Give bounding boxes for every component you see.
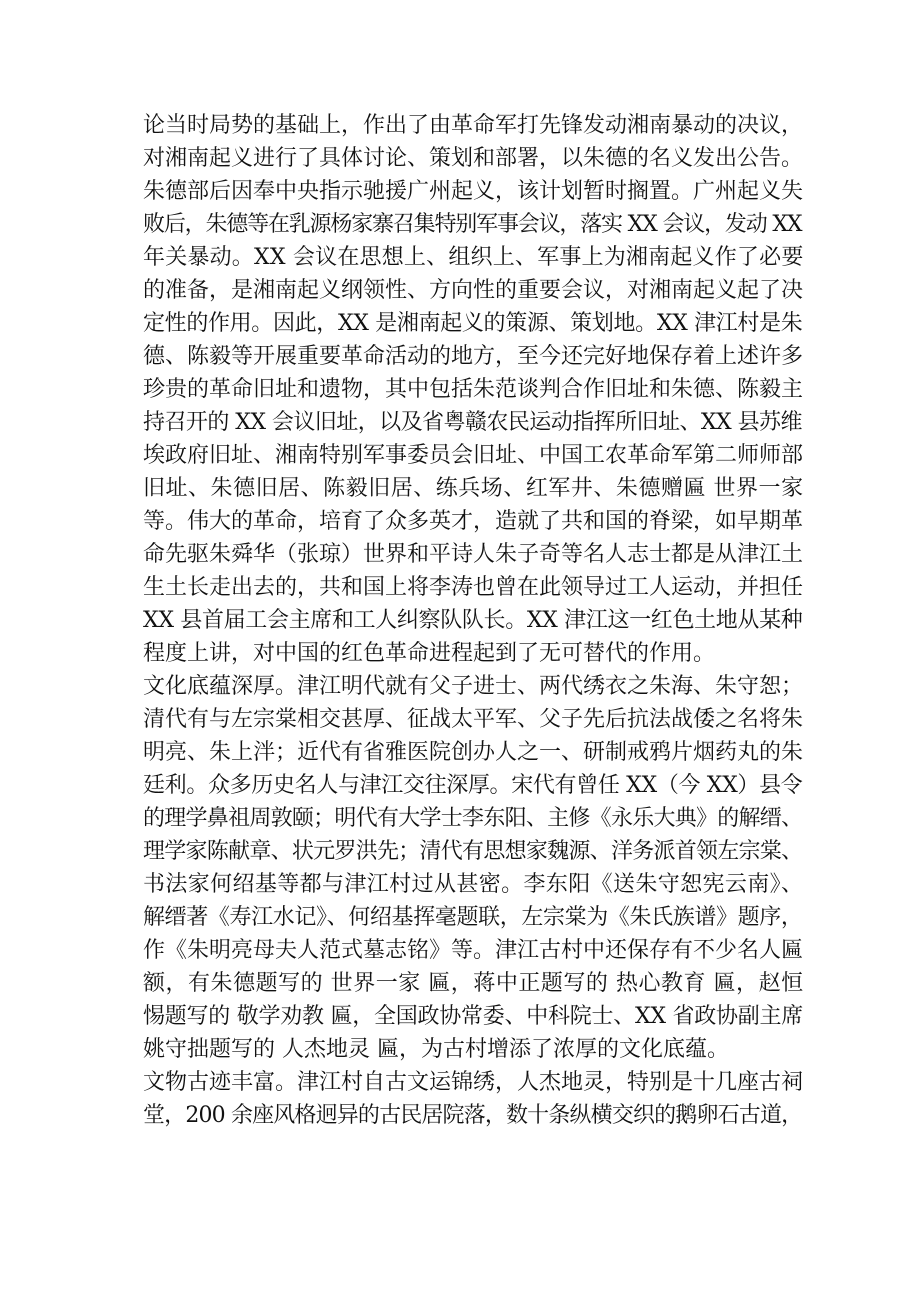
text-line: 持召开的 XX 会议旧址，以及省粤赣农民运动指挥所旧址、XX 县苏维: [143, 410, 802, 435]
text-line: 理学家陈献章、状元罗洪先；清代有思想家魏源、洋务派首领左宗棠、: [143, 839, 803, 864]
text-line: 年关暴动。XX 会议在思想上、组织上、军事上为湘南起义作了必要: [143, 245, 804, 270]
text-line: 德、陈毅等开展重要革命活动的地方，至今还完好地保存着上述许多: [143, 344, 804, 369]
text-line: 败后，朱德等在乳源杨家寨召集特别军事会议，落实 XX 会议，发动 XX: [143, 212, 802, 237]
text-line: XX 县首届工会主席和工人纠察队队长。XX 津江这一红色土地从某种: [143, 608, 803, 633]
text-line: 论当时局势的基础上，作出了由革命军打先锋发动湘南暴动的决议，: [143, 113, 804, 138]
text-line: 堂，200 余座风格迥异的古民居院落，数十条纵横交织的鹅卵石古道，: [143, 1103, 803, 1128]
text-line: 程度上讲，对中国的红色革命进程起到了无可替代的作用。: [143, 641, 716, 666]
text-line: 姚守拙题写的 人杰地灵 匾，为古村增添了浓厚的文化底蕴。: [143, 1037, 729, 1062]
text-line: 的理学鼻祖周敦颐；明代有大学士李东阳、主修《永乐大典》的解缙、: [143, 806, 803, 831]
text-line: 清代有与左宗棠相交甚厚、征战太平军、父子先后抗法战倭之名将朱: [143, 707, 804, 732]
body-text: [143, 109, 803, 1132]
text-line: 等。伟大的革命，培育了众多英才，造就了共和国的脊梁，如早期革: [143, 509, 804, 534]
text-line: 明亮、朱上泮；近代有省雅医院创办人之一、研制戒鸦片烟药丸的朱: [143, 740, 804, 765]
text-line: 作《朱明亮母夫人范式墓志铭》等。津江古村中还保存有不少名人匾: [143, 938, 804, 963]
text-line: 文化底蕴深厚。津江明代就有父子进士、两代绣衣之朱海、朱守恕；: [143, 674, 804, 699]
text-line: 朱德部后因奉中央指示驰援广州起义，该计划暂时搁置。广州起义失: [143, 179, 804, 204]
text-line: 文物古迹丰富。津江村自古文运锦绣，人杰地灵，特别是十几座古祠: [143, 1070, 804, 1095]
text-line: 生土长走出去的，共和国上将李涛也曾在此领导过工人运动，并担任: [143, 575, 804, 600]
text-line: 埃政府旧址、湘南特别军事委员会旧址、中国工农革命军第二师师部: [143, 443, 804, 468]
text-line: 定性的作用。因此，XX 是湘南起义的策源、策划地。XX 津江村是朱: [143, 311, 803, 336]
text-line: 额，有朱德题写的 世界一家 匾，蒋中正题写的 热心教育 匾，赵恒: [143, 971, 804, 996]
text-line: 廷利。众多历史名人与津江交往深厚。宋代有曾任 XX（今 XX）县令: [143, 773, 803, 798]
text-line: 解缙著《寿江水记》、何绍基挥毫题联，左宗棠为《朱氏族谱》题序，: [143, 905, 803, 930]
text-line: 惕题写的 敬学劝教 匾，全国政协常委、中科院士、XX 省政协副主席: [143, 1004, 804, 1029]
text-line: 命先驱朱舜华（张琼）世界和平诗人朱子奇等名人志士都是从津江土: [143, 542, 804, 567]
text-line: 的准备，是湘南起义纲领性、方向性的重要会议，对湘南起义起了决: [143, 278, 804, 303]
text-line: 书法家何绍基等都与津江村过从甚密。李东阳《送朱守恕宪云南》、: [143, 872, 804, 897]
text-line: 旧址、朱德旧居、陈毅旧居、练兵场、红军井、朱德赠匾 世界一家: [143, 476, 804, 501]
text-line: 对湘南起义进行了具体讨论、策划和部署，以朱德的名义发出公告。: [143, 146, 804, 171]
text-line: 珍贵的革命旧址和遗物，其中包括朱范谈判合作旧址和朱德、陈毅主: [143, 377, 804, 402]
